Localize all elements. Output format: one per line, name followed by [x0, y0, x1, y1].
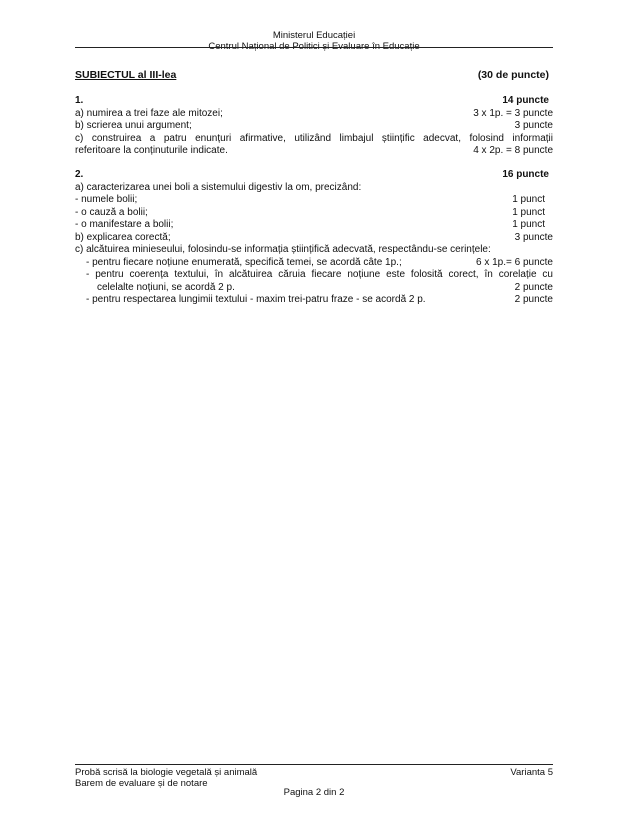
- q2-b-points: 3 puncte: [514, 231, 553, 243]
- page-number: Pagina 2 din 2: [283, 787, 345, 798]
- q2-a1-text: - numele bolii;: [75, 194, 138, 205]
- header-ministry: Ministerul Educației: [272, 30, 356, 41]
- q1-b-text: b) scrierea unui argument;: [75, 120, 192, 131]
- header-center: Centrul Național de Politici și Evaluare în Educație: [208, 41, 420, 52]
- footer-line-1: [75, 767, 553, 778]
- q2-a1-points: 1 punct: [512, 194, 545, 205]
- footer-exam-title: Probă scrisă la biologie vegetală și animală: [75, 767, 258, 778]
- header-divider: [75, 47, 553, 48]
- q2-c2-points: 2 puncte: [514, 281, 553, 293]
- q2-c2-line2: celelalte noțiuni, se acordă 2 p.: [97, 281, 235, 293]
- q2-item-a1: [75, 194, 553, 207]
- q2-item-a3: [75, 219, 553, 232]
- q2-item-c2: [75, 282, 553, 295]
- q2-a-text: a) caracterizarea unei boli a sistemului digestiv la om, precizând:: [75, 181, 362, 193]
- q2-c2-line1: - pentru coerența textului, în alcătuirea căruia fiecare noțiune este folosită corect, în corelație cu: [86, 269, 553, 280]
- footer-variant: Varianta 5: [510, 767, 553, 778]
- q2-c3-points: 2 puncte: [514, 294, 553, 305]
- q2-heading: [75, 169, 553, 182]
- q2-c1-text: - pentru fiecare noțiune enumerată, specifică temei, se acordă câte 1p.;: [86, 256, 402, 268]
- question-1: [75, 95, 553, 158]
- q2-c1-points: 6 x 1p.= 6 puncte: [475, 256, 553, 268]
- q1-item-c: [75, 145, 553, 158]
- q2-a3-points: 1 punct: [512, 219, 545, 230]
- footer-doc-type: Barem de evaluare și de notare: [75, 778, 208, 789]
- q2-item-b: [75, 232, 553, 245]
- subject-title: SUBIECTUL al III-lea: [75, 69, 177, 81]
- q2-b-text: b) explicarea corectă;: [75, 231, 171, 243]
- q2-a3-text: - o manifestare a bolii;: [75, 219, 174, 230]
- q1-points: 14 puncte: [502, 95, 549, 106]
- q2-item-a2: [75, 207, 553, 220]
- footer-divider: [75, 764, 553, 765]
- q2-item-c1: [75, 257, 553, 270]
- q1-c-line2: referitoare la conținuturile indicate.: [75, 145, 228, 156]
- question-2: [75, 169, 553, 307]
- q1-heading: [75, 95, 553, 108]
- q2-item-c3: [75, 294, 553, 307]
- q1-item-b: [75, 120, 553, 133]
- page-header: [75, 30, 553, 52]
- q1-b-points: 3 puncte: [514, 120, 553, 131]
- q2-item-c: [75, 244, 553, 257]
- q2-number: 2.: [75, 169, 84, 180]
- q2-c3-text: - pentru respectarea lungimii textului - maxim trei-patru fraze - se acordă 2 p.: [86, 294, 426, 305]
- q1-number: 1.: [75, 95, 84, 106]
- q1-a-points: 3 x 1p. = 3 puncte: [473, 107, 553, 119]
- q2-c-text: c) alcătuirea minieseului, folosindu-se informația științifică adecvată, respectându-se cerințele:: [75, 244, 491, 255]
- q2-a2-text: - o cauză a bolii;: [75, 206, 148, 218]
- subject-heading: [75, 69, 549, 81]
- q1-c-points: 4 x 2p. = 8 puncte: [473, 145, 553, 156]
- q1-item-a: [75, 108, 553, 121]
- q2-points: 16 puncte: [502, 169, 549, 180]
- q1-c-line1: c) construirea a patru enunțuri afirmative, utilizând limbajul științific adecvat, folosind informații: [75, 132, 553, 144]
- q2-item-a: [75, 182, 553, 195]
- q1-a-text: a) numirea a trei faze ale mitozei;: [75, 107, 223, 119]
- q2-a2-points: 1 punct: [512, 206, 545, 218]
- subject-points: (30 de puncte): [477, 69, 549, 81]
